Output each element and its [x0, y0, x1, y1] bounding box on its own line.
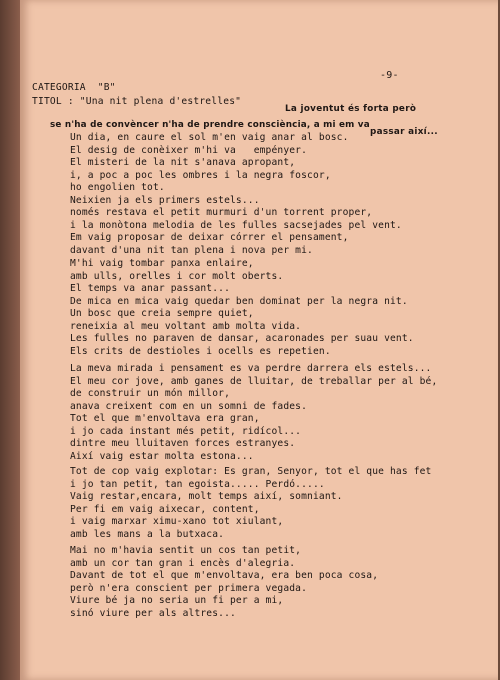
poem-line: M'hi vaig tombar panxa enlaire, [70, 258, 254, 269]
poem-line: Les fulles no paraven de dansar, acaronades per suau vent. [70, 333, 414, 344]
handwritten-note-line-2: se n'ha de convèncer n'ha de prendre consciència, a mi em va [50, 120, 370, 130]
poem-line: Davant de tot el que m'envoltava, era ben poca cosa, [70, 570, 379, 581]
stanza-5 [70, 545, 378, 620]
poem-line: Vaig restar,encara, molt temps així, somniant. [70, 491, 343, 502]
poem-line: Viure bé ja no seria un fi per a mi, [70, 595, 284, 606]
poem-line: sinó viure per als altres... [70, 607, 236, 619]
poem-line: Un bosc que creia sempre quiet, [70, 308, 254, 319]
poem-line: El desig de conèixer m'hi va empényer. [70, 144, 308, 156]
page-number: -9- [380, 70, 399, 81]
book-binding [0, 0, 20, 680]
poem-line: Mai no m'havia sentit un cos tan petit, [70, 545, 302, 556]
poem-line: però n'era conscient per primera vegada. [70, 582, 308, 594]
poem-line: reneixia al meu voltant amb molta vida. [70, 320, 302, 332]
poem-line: El temps va anar passant... [70, 283, 230, 294]
poem-line: i la monòtona melodia de les fulles sacsejades pel vent. [70, 219, 402, 231]
poem-line: dintre meu lluitaven forces estranyes. [70, 438, 296, 449]
poem-line: i jo tan petit, tan egoista..... Perdó..... [70, 478, 325, 490]
poem-line: El misteri de la nit s'anava apropant, [70, 157, 296, 168]
poem-line: De mica en mica vaig quedar ben dominat per la negra nit. [70, 295, 408, 307]
stanza-2 [70, 258, 414, 358]
handwritten-note-line-1: La joventut és forta però [285, 104, 417, 114]
poem-line: i vaig marxar ximu-xano tot xiulant, [70, 516, 284, 527]
poem-line: només restava el petit murmuri d'un torrent proper, [70, 207, 373, 218]
poem-line: Tot el que m'envoltava era gran, [70, 413, 260, 424]
poem-line: Em vaig proposar de deixar córrer el pensament, [70, 232, 349, 243]
stanza-3 [70, 363, 437, 463]
poem-line: anava creixent com en un somni de fades. [70, 400, 308, 412]
handwritten-note-line-3: passar així... [370, 127, 438, 137]
poem-title: TITOL : "Una nit plena d'estrelles" [32, 96, 242, 107]
stanza-4 [70, 466, 431, 541]
poem-line: davant d'una nit tan plena i nova per mi. [70, 244, 313, 256]
poem-line: amb les mans a la butxaca. [70, 528, 225, 540]
poem-line: El meu cor jove, amb ganes de lluitar, de treballar per al bé, [70, 375, 438, 387]
poem-line: amb un cor tan gran i encès d'alegria. [70, 557, 296, 569]
poem-line: amb ulls, orelles i cor molt oberts. [70, 270, 284, 282]
poem-line: Neixien ja els primers estels... [70, 194, 260, 206]
poem-line: Per fi em vaig aixecar, content, [70, 503, 260, 515]
poem-line: La meva mirada i pensament es va perdre darrera els estels... [70, 363, 432, 374]
stanza-1 [70, 132, 402, 257]
poem-line: Tot de cop vaig explotar: Es gran, Senyor, tot el que has fet [70, 466, 432, 477]
poem-line: Els crits de destioles i ocells es repetien. [70, 345, 331, 357]
poem-line: ho engolien tot. [70, 182, 165, 193]
category-label: CATEGORIA "B" [32, 82, 116, 93]
poem-line: Així vaig estar molta estona... [70, 450, 254, 462]
poem-line: i jo cada instant més petit, ridícol... [70, 425, 302, 437]
poem-line: Un dia, en caure el sol m'en vaig anar al bosc. [70, 132, 349, 143]
poem-line: de construir un món millor, [70, 388, 230, 399]
document-page [20, 0, 498, 680]
poem-line: i, a poc a poc les ombres i la negra foscor, [70, 169, 331, 181]
